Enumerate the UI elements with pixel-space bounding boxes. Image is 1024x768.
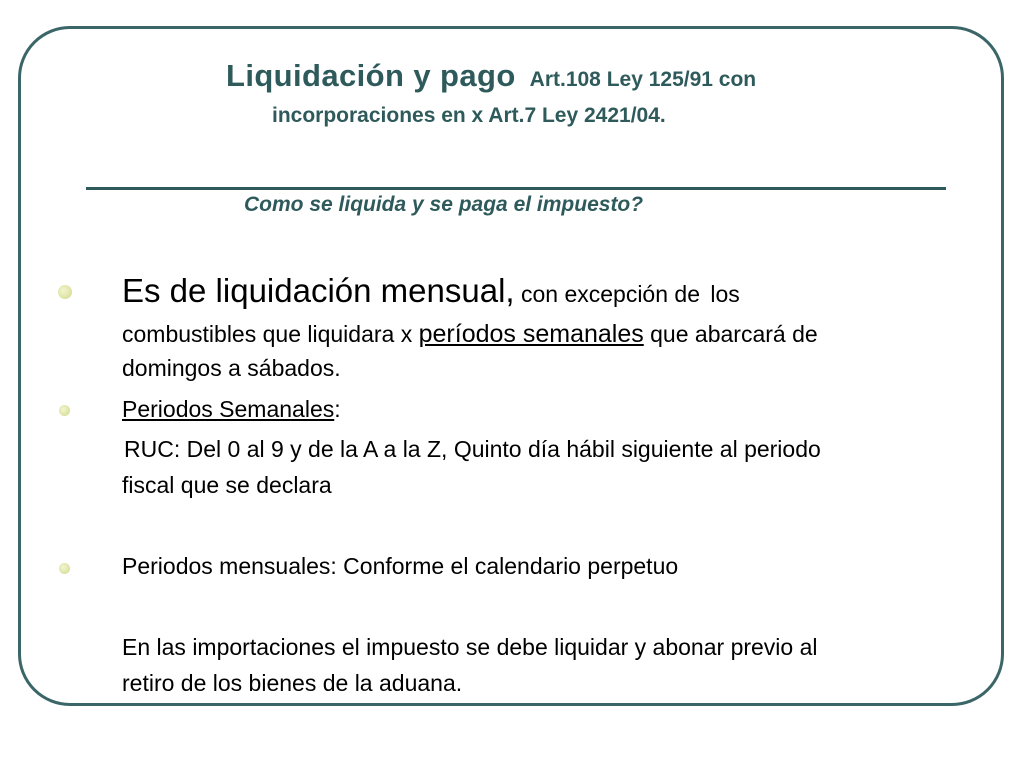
- bullet-1-line-2: [122, 322, 818, 347]
- bullet-3-line: Periodos mensuales: Conforme el calendario perpetuo: [122, 553, 679, 579]
- bullet-1-lead: Es de liquidación mensual,: [122, 272, 515, 309]
- import-note-line-2: retiro de los bienes de la aduana.: [122, 670, 463, 696]
- title-divider: [86, 187, 946, 190]
- bullet-1-text-b: los: [710, 281, 740, 307]
- periodos-semanales-label: Periodos Semanales: [122, 396, 335, 422]
- ruc-detail-line-2: fiscal que se declara: [122, 472, 332, 498]
- slide-subtitle: Como se liquida y se paga el impuesto?: [244, 193, 644, 216]
- bullet-1-line-3: domingos a sábados.: [122, 355, 341, 381]
- title-reference-continued: incorporaciones en x Art.7 Ley 2421/04.: [272, 104, 666, 127]
- bullet-2-colon: :: [334, 396, 341, 422]
- bullet-1-line2-a: combustibles que liquidara x: [122, 321, 413, 347]
- bullet-dot-icon: [58, 285, 72, 299]
- slide-title: [226, 58, 756, 94]
- bullet-2-line: [122, 398, 341, 421]
- bullet-1-line2-b: que abarcará de: [650, 321, 818, 347]
- bullet-1-line-1: [122, 274, 740, 307]
- ruc-detail-line-1: RUC: Del 0 al 9 y de la A a la Z, Quinto día hábil siguiente al periodo: [124, 436, 821, 462]
- import-note-line-1: En las importaciones el impuesto se debe liquidar y abonar previo al: [122, 634, 818, 660]
- bullet-dot-icon: [59, 405, 70, 416]
- bullet-1-text-a: con excepción de: [520, 281, 700, 307]
- title-reference: Art.108 Ley 125/91 con: [529, 68, 757, 91]
- title-main: Liquidación y pago: [226, 58, 516, 93]
- bullet-dot-icon: [59, 563, 70, 574]
- periodos-semanales-link[interactable]: períodos semanales: [418, 320, 644, 348]
